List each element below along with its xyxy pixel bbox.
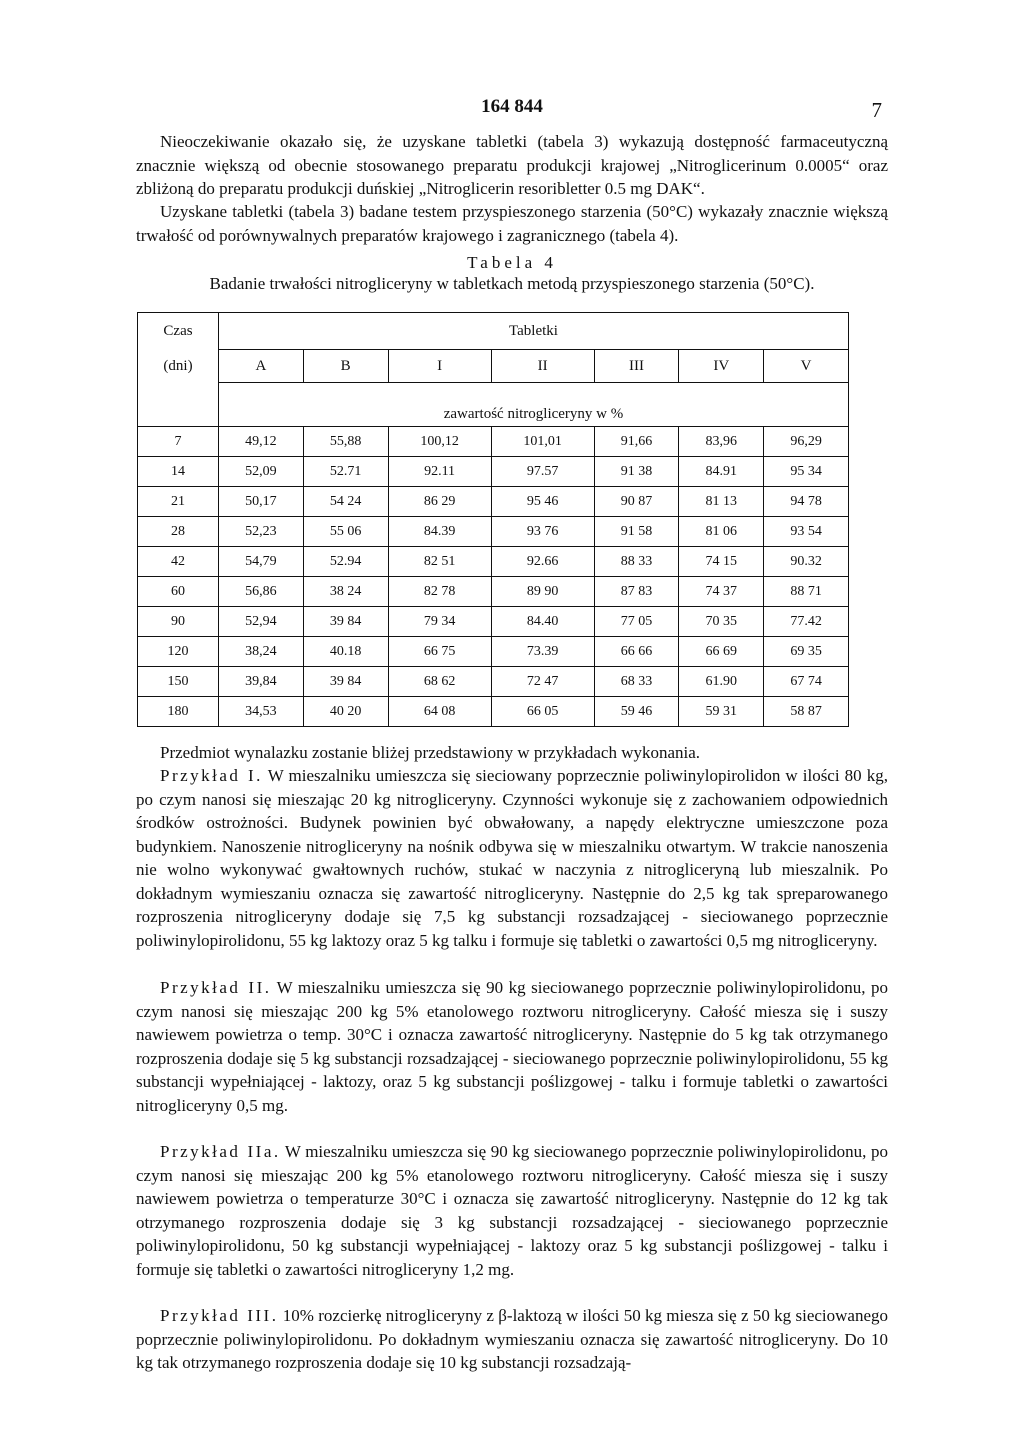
value-cell: 68 33 — [594, 667, 679, 697]
example-2a — [136, 1140, 888, 1281]
value-cell: 88 71 — [764, 577, 849, 607]
value-cell: 86 29 — [388, 487, 491, 517]
value-cell: 92.11 — [388, 457, 491, 487]
unit-label: zawartość nitrogliceryny w % — [219, 383, 849, 427]
value-cell: 66 69 — [679, 637, 764, 667]
table-row — [138, 577, 849, 607]
value-cell: 83,96 — [679, 427, 764, 457]
value-cell: 90 87 — [594, 487, 679, 517]
value-cell: 87 83 — [594, 577, 679, 607]
value-cell: 95 46 — [491, 487, 594, 517]
table-row — [138, 637, 849, 667]
time-cell: 28 — [138, 517, 219, 547]
value-cell: 82 78 — [388, 577, 491, 607]
value-cell: 38 24 — [303, 577, 388, 607]
example-3-text: 10% rozcierkę nitrogliceryny z β-laktozą w ilości 50 kg miesza się z 50 kg sieciowanego poprzecznie poliwinylopirolidonu. Po dokładnym wymieszaniu oznacza się zawartość nitrogliceryny. Do 10 kg tak otrzymanego rozproszenia dodaje się 10 kg substancji rozsadzają- — [136, 1306, 889, 1372]
column-header: IV — [679, 350, 764, 383]
time-cell: 90 — [138, 607, 219, 637]
time-cell: 150 — [138, 667, 219, 697]
column-header: B — [303, 350, 388, 383]
value-cell: 97.57 — [491, 457, 594, 487]
value-cell: 84.91 — [679, 457, 764, 487]
value-cell: 95 34 — [764, 457, 849, 487]
patent-number: 164 844 — [481, 96, 543, 117]
value-cell: 50,17 — [219, 487, 304, 517]
example-2 — [136, 976, 888, 1117]
value-cell: 59 46 — [594, 697, 679, 727]
page-header — [0, 96, 1024, 126]
value-cell: 39 84 — [303, 667, 388, 697]
value-cell: 70 35 — [679, 607, 764, 637]
value-cell: 54,79 — [219, 547, 304, 577]
time-cell: 42 — [138, 547, 219, 577]
time-cell: 180 — [138, 697, 219, 727]
table-row — [138, 517, 849, 547]
example-3-label: Przykład III. — [160, 1306, 279, 1325]
table-caption: Badanie trwałości nitrogliceryny w tabletkach metodą przyspieszonego starzenia (50°C). — [209, 274, 815, 293]
column-header: II — [491, 350, 594, 383]
value-cell: 55 06 — [303, 517, 388, 547]
unit-row — [138, 383, 849, 427]
value-cell: 79 34 — [388, 607, 491, 637]
value-cell: 40.18 — [303, 637, 388, 667]
example-2-text: W mieszalniku umieszcza się 90 kg sieciowanego poprzecznie poliwinylopirolidonu, po czym nanosi się mieszając 200 kg 5% etanolowego roztworu nitrogliceryny. Całość miesza się i suszy nawiewem powietrza o temp. 30°C i oznacza zawartość nitrogliceryny. Następnie do 5 kg tak otrzymanego rozproszenia dodaje się 5 kg substancji rozsadzającej - sieciowanego poprzecznie poliwinylopirolidonu, 55 kg substancji wypełniającej - laktozy, oraz 5 kg substancji poślizgowej - talku i formuje tabletki o zawartości nitrogliceryny 0,5 mg. — [136, 978, 888, 1115]
value-cell: 69 35 — [764, 637, 849, 667]
table-row — [138, 427, 849, 457]
value-cell: 68 62 — [388, 667, 491, 697]
table-header-row — [138, 313, 849, 350]
value-cell: 73.39 — [491, 637, 594, 667]
value-cell: 77.42 — [764, 607, 849, 637]
value-cell: 96,29 — [764, 427, 849, 457]
value-cell: 93 54 — [764, 517, 849, 547]
value-cell: 59 31 — [679, 697, 764, 727]
value-cell: 91,66 — [594, 427, 679, 457]
value-cell: 54 24 — [303, 487, 388, 517]
value-cell: 40 20 — [303, 697, 388, 727]
value-cell: 66 66 — [594, 637, 679, 667]
example-1-text: W mieszalniku umieszcza się sieciowany poprzecznie poliwinylopirolidon w ilości 80 kg, po czym nanosi się mieszając 20 kg nitrogliceryny. Czynności wykonuje się z zachowaniem odpowiednich środków ostrożności. Budynek powinien być obwałowany, a napędy elektryczne umieszczone poza budynkiem. Nanoszenie nitrogliceryny na nośnik odbywa się w mieszalniku otwartym. W trakcie nanoszenia nie wolno wykonywać gwałtownych ruchów, stukać w naczynia z nitrogliceryną lub mieszalnik. Po dokładnym wymieszaniu oznacza się zawartość nitrogliceryny. Następnie do 2,5 kg tak spreparowanego rozproszenia nitrogliceryny dodaje się 7,5 kg substancji rozsadzającej - sieciowanego poprzecznie poliwinylopirolidonu, 55 kg laktozy oraz 5 kg talku i formuje się tabletki o zawartości 0,5 mg nitrogliceryny. — [136, 766, 888, 950]
value-cell: 84.39 — [388, 517, 491, 547]
table-row — [138, 607, 849, 637]
example-1-label: Przykład I. — [160, 766, 263, 785]
value-cell: 92.66 — [491, 547, 594, 577]
group-header: Tabletki — [219, 313, 849, 350]
time-cell: 7 — [138, 427, 219, 457]
value-cell: 52,23 — [219, 517, 304, 547]
value-cell: 81 13 — [679, 487, 764, 517]
value-cell: 55,88 — [303, 427, 388, 457]
value-cell: 82 51 — [388, 547, 491, 577]
time-cell: 60 — [138, 577, 219, 607]
intro-paragraph-1: Nieoczekiwanie okazało się, że uzyskane tabletki (tabela 3) wykazują dostępność farmaceutyczną znacznie większą od obecnie stosowanego preparatu produkcji krajowej „Nitroglicerinum 0.0005“ oraz zbliżoną do preparatu produkcji duńskiej „Nitroglicerin resoribletter 0.5 mg DAK“. — [136, 132, 888, 198]
column-header: III — [594, 350, 679, 383]
time-unit-header: (dni) — [138, 350, 219, 383]
value-cell: 56,86 — [219, 577, 304, 607]
time-cell: 120 — [138, 637, 219, 667]
value-cell: 77 05 — [594, 607, 679, 637]
table-row — [138, 457, 849, 487]
value-cell: 100,12 — [388, 427, 491, 457]
column-header: I — [388, 350, 491, 383]
table-title: Tabela 4 — [467, 253, 557, 272]
column-header: V — [764, 350, 849, 383]
time-header: Czas — [138, 313, 219, 350]
value-cell: 90.32 — [764, 547, 849, 577]
value-cell: 39 84 — [303, 607, 388, 637]
value-cell: 64 08 — [388, 697, 491, 727]
value-cell: 52,09 — [219, 457, 304, 487]
example-1 — [136, 764, 888, 952]
value-cell: 61.90 — [679, 667, 764, 697]
value-cell: 39,84 — [219, 667, 304, 697]
time-cell: 14 — [138, 457, 219, 487]
column-header: A — [219, 350, 304, 383]
table-row — [138, 697, 849, 727]
value-cell: 91 38 — [594, 457, 679, 487]
value-cell: 74 37 — [679, 577, 764, 607]
value-cell: 94 78 — [764, 487, 849, 517]
time-cell: 21 — [138, 487, 219, 517]
value-cell: 52.94 — [303, 547, 388, 577]
example-3 — [136, 1304, 888, 1375]
value-cell: 67 74 — [764, 667, 849, 697]
value-cell: 34,53 — [219, 697, 304, 727]
example-2-label: Przykład II. — [160, 978, 272, 997]
column-header-row — [138, 350, 849, 383]
value-cell: 88 33 — [594, 547, 679, 577]
value-cell: 74 15 — [679, 547, 764, 577]
value-cell: 72 47 — [491, 667, 594, 697]
value-cell: 66 75 — [388, 637, 491, 667]
stability-table — [137, 312, 849, 727]
value-cell: 38,24 — [219, 637, 304, 667]
value-cell: 81 06 — [679, 517, 764, 547]
value-cell: 89 90 — [491, 577, 594, 607]
value-cell: 52.71 — [303, 457, 388, 487]
table-body — [138, 427, 849, 727]
value-cell: 93 76 — [491, 517, 594, 547]
table-row — [138, 547, 849, 577]
page-number: 7 — [871, 98, 882, 122]
value-cell: 91 58 — [594, 517, 679, 547]
intro-paragraph-2: Uzyskane tabletki (tabela 3) badane testem przyspieszonego starzenia (50°C) wykazały znacznie większą trwałość od porównywalnych preparatów krajowego i zagranicznego (tabela 4). — [136, 202, 888, 245]
value-cell: 58 87 — [764, 697, 849, 727]
example-2a-label: Przykład IIa. — [160, 1142, 281, 1161]
table-row — [138, 487, 849, 517]
example-2a-text: W mieszalniku umieszcza się 90 kg sieciowanego poprzecznie poliwinylopirolidonu, po czym nanosi się mieszając 200 kg 5% etanolowego roztworu nitrogliceryny. Całość miesza się i suszy nawiewem powietrza o temperaturze 30°C i oznacza się zawartość nitrogliceryny. Następnie do 12 kg tak otrzymanego rozproszenia dodaje się 3 kg substancji rozsadzającej - sieciowanego poprzecznie poliwinylopirolidonu, 50 kg substancji wypełniającej - laktozy oraz 5 kg substancji poślizgowej - talku i formuje się tabletki o zawartości nitrogliceryny 1,2 mg. — [136, 1142, 888, 1279]
time-header-spacer — [138, 383, 219, 427]
value-cell: 101,01 — [491, 427, 594, 457]
value-cell: 49,12 — [219, 427, 304, 457]
value-cell: 84.40 — [491, 607, 594, 637]
examples-intro: Przedmiot wynalazku zostanie bliżej przedstawiony w przykładach wykonania. — [160, 743, 701, 762]
value-cell: 66 05 — [491, 697, 594, 727]
table-row — [138, 667, 849, 697]
value-cell: 52,94 — [219, 607, 304, 637]
